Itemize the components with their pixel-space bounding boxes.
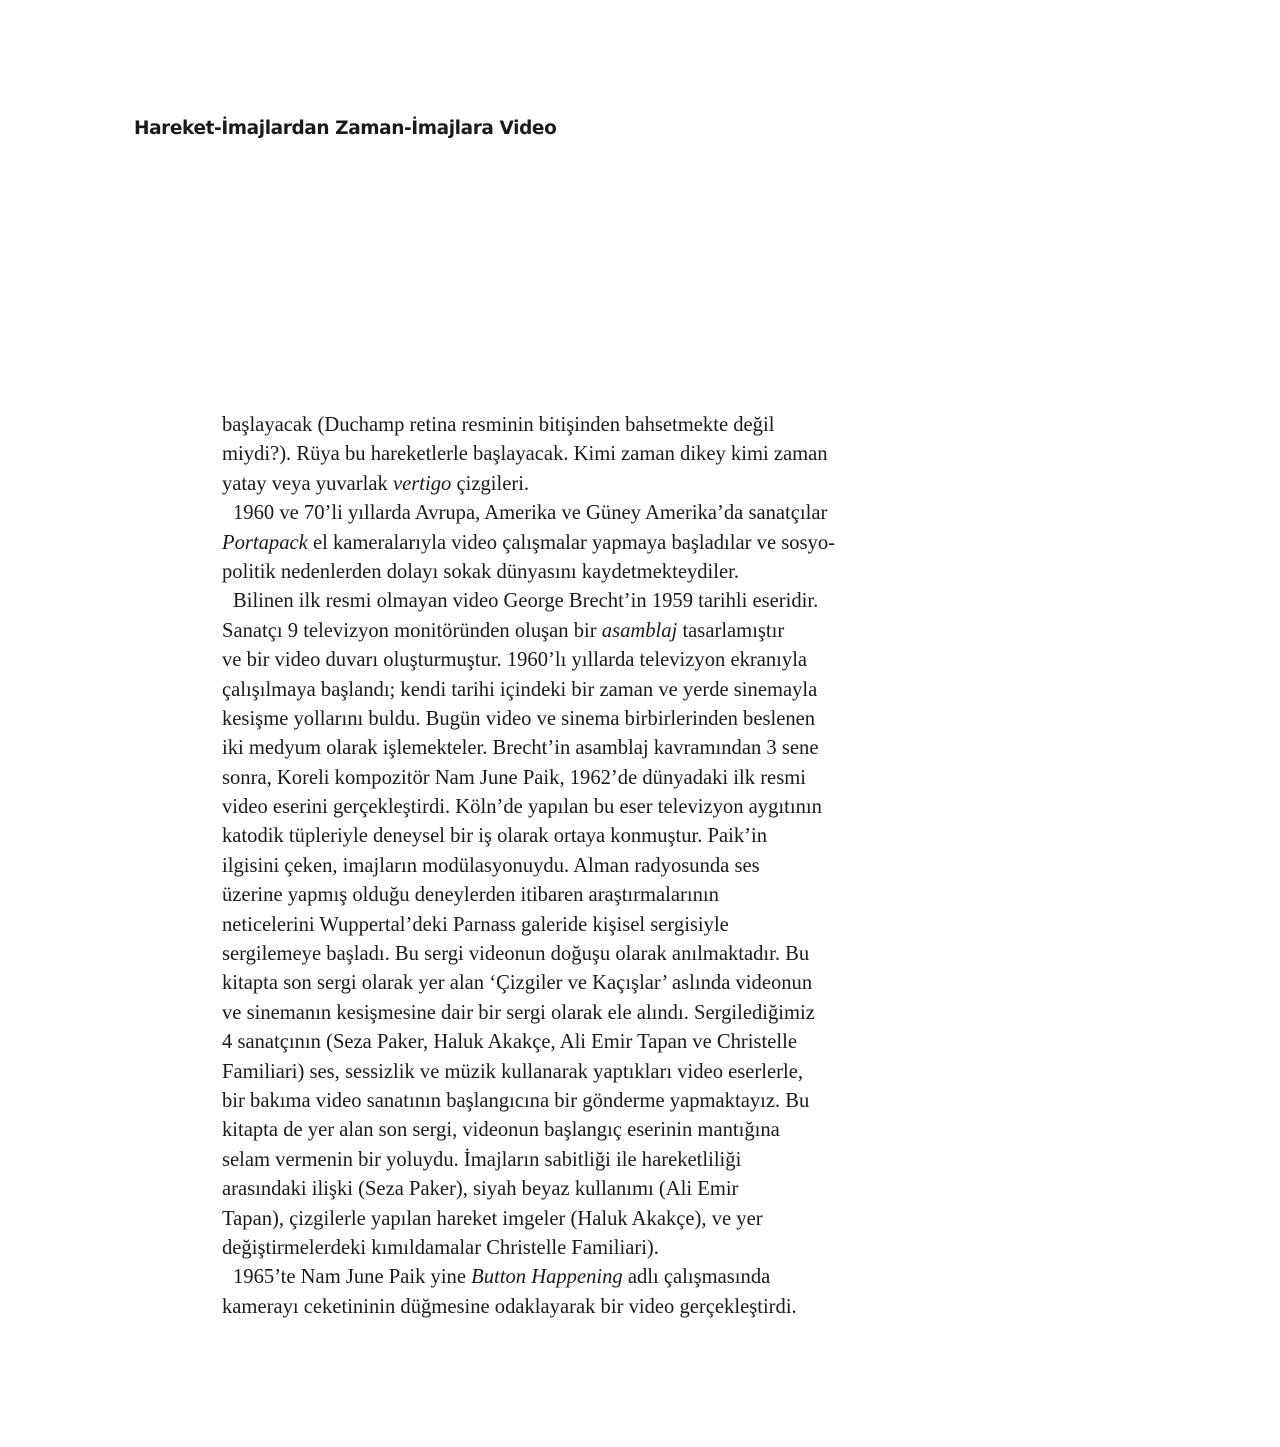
text-line: [222, 822, 912, 851]
text-line: [222, 1028, 912, 1057]
text-segment: selam vermenin bir yoluydu. İmajların sabitliği ile hareketliliği: [222, 1148, 742, 1171]
italic-term: Portapack: [222, 531, 308, 554]
text-segment: kamerayı ceketininin düğmesine odaklayarak bir video gerçekleştirdi.: [222, 1295, 797, 1318]
text-segment: miydi?). Rüya bu hareketlerle başlayacak. Kimi zaman dikey kimi zaman: [222, 443, 828, 466]
text-line: [222, 617, 912, 646]
text-segment: kitapta de yer alan son sergi, videonun başlangıç eserinin mantığına: [222, 1119, 780, 1142]
text-line: [222, 470, 912, 499]
text-segment: 4 sanatçının (Seza Paker, Haluk Akakçe, Ali Emir Tapan ve Christelle: [222, 1031, 797, 1054]
text-line: [222, 1058, 912, 1087]
text-line: [222, 587, 912, 616]
text-line: [222, 499, 912, 528]
text-line: [222, 1087, 912, 1116]
text-line: [222, 911, 912, 940]
text-line: [222, 1205, 912, 1234]
text-segment: yatay veya yuvarlak: [222, 472, 393, 495]
text-segment: tasarlamıştır: [677, 619, 785, 642]
text-segment: çizgileri.: [451, 472, 530, 495]
text-segment: kitapta son sergi olarak yer alan ‘Çizgiler ve Kaçışlar’ aslında videonun: [222, 972, 813, 995]
italic-term: vertigo: [392, 472, 452, 495]
text-segment: değiştirmelerdeki kımıldamalar Christelle Familiari).: [222, 1236, 659, 1259]
text-line: [222, 411, 912, 440]
text-segment: video eserini gerçekleştirdi. Köln’de yapılan bu eser televizyon aygıtının: [222, 796, 822, 819]
text-segment: Tapan), çizgilerle yapılan hareket imgeler (Haluk Akakçe), ve yer: [222, 1207, 763, 1230]
italic-term: asamblaj: [601, 619, 678, 642]
text-segment: ve sinemanın kesişmesine dair bir sergi olarak ele alındı. Sergilediğimiz: [222, 1001, 815, 1024]
text-line: [222, 940, 912, 969]
text-line: [222, 529, 912, 558]
text-segment: bir bakıma video sanatının başlangıcına bir gönderme yapmaktayız. Bu: [222, 1089, 810, 1112]
text-line: [222, 852, 912, 881]
text-line: [222, 1116, 912, 1145]
text-line: [222, 764, 912, 793]
text-line: [222, 1263, 912, 1292]
text-segment: 1960 ve 70’li yıllarda Avrupa, Amerika ve Güney Amerika’da sanatçılar: [233, 502, 828, 525]
text-segment: üzerine yapmış olduğu deneylerden itibaren araştırmalarının: [222, 884, 719, 907]
text-segment: arasındaki ilişki (Seza Paker), siyah beyaz kullanımı (Ali Emir: [222, 1178, 739, 1201]
text-segment: Familiari) ses, sessizlik ve müzik kullanarak yaptıkları video eserlerle,: [222, 1060, 804, 1083]
text-line: [222, 1234, 912, 1263]
text-segment: 1965’te Nam June Paik yine: [233, 1266, 472, 1289]
text-line: [222, 969, 912, 998]
text-line: [222, 734, 912, 763]
text-segment: neticelerini Wuppertal’deki Parnass galeride kişisel sergisiyle: [222, 913, 729, 936]
text-line: [222, 646, 912, 675]
text-segment: sonra, Koreli kompozitör Nam June Paik, 1962’de dünyadaki ilk resmi: [222, 766, 806, 789]
text-segment: çalışılmaya başlandı; kendi tarihi içindeki bir zaman ve yerde sinemayla: [222, 678, 818, 701]
text-line: [222, 705, 912, 734]
text-line: [222, 1146, 912, 1175]
text-line: [222, 1293, 912, 1322]
text-line: [222, 881, 912, 910]
text-segment: iki medyum olarak işlemekteler. Brecht’in asamblaj kavramından 3 sene: [222, 737, 819, 760]
text-segment: ilgisini çeken, imajların modülasyonuydu. Alman radyosunda ses: [222, 854, 760, 877]
text-line: [222, 440, 912, 469]
text-segment: el kameralarıyla video çalışmalar yapmaya başladılar ve sosyo-: [307, 531, 836, 554]
text-segment: kesişme yollarını buldu. Bugün video ve sinema birbirlerinden beslenen: [222, 707, 816, 730]
text-segment: ve bir video duvarı oluşturmuştur. 1960’lı yıllarda televizyon ekranıyla: [222, 649, 808, 672]
text-segment: katodik tüpleriyle deneysel bir iş olarak ortaya konmuştur. Paik’in: [222, 825, 768, 848]
text-line: [222, 1175, 912, 1204]
text-segment: sergilemeye başladı. Bu sergi videonun doğuşu olarak anılmaktadır. Bu: [222, 943, 810, 966]
text-line: [222, 999, 912, 1028]
text-segment: politik nedenlerden dolayı sokak dünyasını kaydetmekteydiler.: [222, 560, 740, 583]
text-segment: Sanatçı 9 televizyon monitöründen oluşan bir: [222, 619, 602, 642]
italic-term: Button Happening: [471, 1266, 623, 1289]
running-header-title: Hareket-İmajlardan Zaman-İmajlara Video: [134, 118, 557, 139]
text-line: [222, 793, 912, 822]
text-segment: başlayacak (Duchamp retina resminin bitişinden bahsetmekte değil: [222, 414, 775, 436]
body-text: [222, 411, 912, 1322]
text-segment: Bilinen ilk resmi olmayan video George Brecht’in 1959 tarihli eseridir.: [233, 590, 819, 613]
text-segment: adlı çalışmasında: [622, 1266, 771, 1289]
text-line: [222, 676, 912, 705]
text-line: [222, 558, 912, 587]
